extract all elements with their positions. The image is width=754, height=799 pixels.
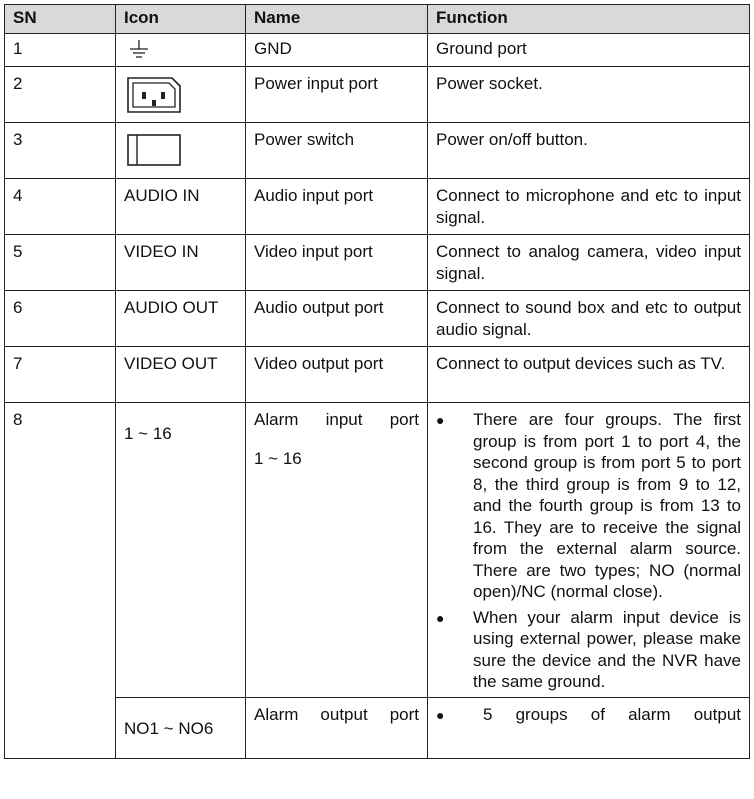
- row-name: GND: [246, 34, 428, 67]
- row-name: Alarm input port: [254, 410, 419, 429]
- row-function: Connect to output devices such as TV.: [428, 347, 750, 403]
- bullet-text: When your alarm input device is using external power, please make sure the device and the NVR have the same ground.: [473, 607, 741, 691]
- header-name: Name: [246, 5, 428, 34]
- row-name: Power switch: [246, 123, 428, 179]
- row-name: Audio output port: [246, 291, 428, 347]
- bullet-item: [436, 607, 741, 693]
- table-row: [5, 67, 750, 123]
- table-row: [5, 347, 750, 403]
- bullet-item: [436, 409, 741, 603]
- header-sn: SN: [5, 5, 116, 34]
- table-row: [5, 235, 750, 291]
- row-name: Alarm output port: [254, 704, 419, 724]
- row-name-range: 1 ~ 16: [254, 449, 302, 468]
- row-name-cell: [246, 697, 428, 758]
- row-sn: 5: [5, 235, 116, 291]
- bullet-text: 5 groups of alarm output: [483, 704, 741, 724]
- port-table: [4, 4, 750, 759]
- bullet-item: [436, 704, 741, 726]
- row-sn: 7: [5, 347, 116, 403]
- row-sn: 1: [5, 34, 116, 67]
- row-function: Power socket.: [428, 67, 750, 123]
- table-row: [5, 403, 750, 698]
- table-row: [5, 291, 750, 347]
- row-icon-label: VIDEO OUT: [116, 347, 246, 403]
- row-icon-label: AUDIO IN: [116, 179, 246, 235]
- bullet-text: There are four groups. The first group is from port 1 to port 4, the second group is from port 5 to port 8, the third group is from 9 to 12, and the fourth group is from 13 to 16. They are to receive the signal from the external alarm source. There are two types; NO (normal open)/NC (normal close).: [473, 410, 741, 601]
- table-row: [5, 179, 750, 235]
- row-sn: 3: [5, 123, 116, 179]
- row-sn: 8: [5, 403, 116, 759]
- row-icon-cell: [116, 34, 246, 67]
- table-row: [5, 34, 750, 67]
- power-switch-icon: [124, 129, 184, 169]
- row-sn: 6: [5, 291, 116, 347]
- table-row: [5, 123, 750, 179]
- row-icon-label: 1 ~ 16: [116, 403, 246, 698]
- bullet-icon: ●: [436, 706, 445, 723]
- table-header-row: [5, 5, 750, 34]
- row-name: Video output port: [246, 347, 428, 403]
- row-icon-label: VIDEO IN: [116, 235, 246, 291]
- row-sn: 2: [5, 67, 116, 123]
- header-icon: Icon: [116, 5, 246, 34]
- row-function: Connect to analog camera, video input signal.: [428, 235, 750, 291]
- row-icon-cell: [116, 123, 246, 179]
- row-function: Connect to microphone and etc to input signal.: [428, 179, 750, 235]
- row-icon-label: NO1 ~ NO6: [116, 697, 246, 758]
- row-icon-cell: [116, 67, 246, 123]
- row-name: Power input port: [246, 67, 428, 123]
- row-function: Connect to sound box and etc to output audio signal.: [428, 291, 750, 347]
- row-name-cell: [246, 403, 428, 698]
- row-name: Audio input port: [246, 179, 428, 235]
- power-socket-icon: [124, 73, 184, 117]
- row-name: Video input port: [246, 235, 428, 291]
- row-function: Ground port: [428, 34, 750, 67]
- header-function: Function: [428, 5, 750, 34]
- row-function: Power on/off button.: [428, 123, 750, 179]
- row-sn: 4: [5, 179, 116, 235]
- bullet-icon: ●: [436, 609, 445, 626]
- row-function-cell: [428, 697, 750, 758]
- row-function-cell: [428, 403, 750, 698]
- row-icon-label: AUDIO OUT: [116, 291, 246, 347]
- table-row: [5, 697, 750, 758]
- bullet-icon: ●: [436, 412, 445, 428]
- ground-icon: [124, 38, 154, 60]
